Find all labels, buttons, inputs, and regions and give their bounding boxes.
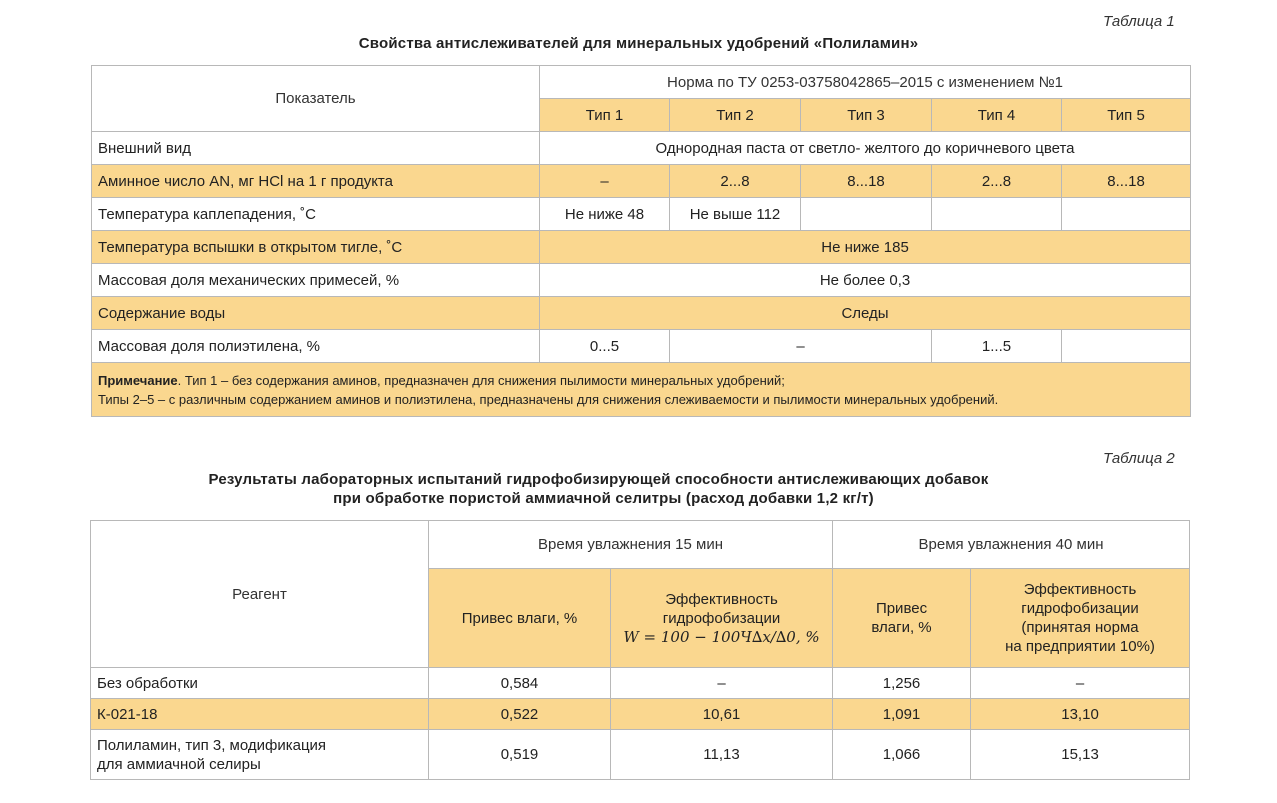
eff40-line1: Эффективность (1023, 581, 1137, 598)
table2-label: Таблица 2 (1103, 450, 1175, 467)
reagent-line2: для аммиачной селиры (97, 755, 261, 773)
cell-value: 2...8 (932, 165, 1062, 198)
cell-value: 0,584 (429, 668, 611, 699)
header-indicator: Показатель (92, 66, 540, 132)
cell-value: Не более 0,3 (540, 264, 1191, 297)
header-type-4: Тип 4 (932, 99, 1062, 132)
cell-value: 1,066 (833, 730, 971, 780)
eff40-line4: на предприятии 10%) (1005, 638, 1155, 655)
header-type-3: Тип 3 (801, 99, 932, 132)
cell-value (1062, 198, 1191, 231)
table1-label: Таблица 1 (1103, 13, 1175, 30)
cell-value: Не выше 112 (670, 198, 801, 231)
cell-value: 1,256 (833, 668, 971, 699)
table-row (92, 231, 1191, 264)
cell-value: – (670, 330, 932, 363)
gain40-line2: влаги, % (871, 619, 932, 636)
row-label: Содержание воды (92, 297, 540, 330)
table1-title: Свойства антислеживателей для минеральных удобрений «Полиламин» (358, 35, 919, 52)
eff15-line2: гидрофобизации (662, 609, 781, 627)
header-reagent: Реагент (91, 521, 429, 668)
eff40-line3: (принятая норма (1021, 619, 1139, 636)
table-row (92, 165, 1191, 198)
cell-value: 15,13 (971, 730, 1190, 780)
row-label: Массовая доля полиэтилена, % (92, 330, 540, 363)
table-row (91, 668, 1190, 699)
cell-value: 0,519 (429, 730, 611, 780)
cell-value: – (611, 668, 833, 699)
table-row (92, 264, 1191, 297)
note-line2: Типы 2–5 – с различным содержанием аминов и полиэтилена, предназначены для снижения слеживаемости и пылимости минеральных удобрений. (98, 391, 999, 407)
cell-value: – (971, 668, 1190, 699)
cell-value: 8...18 (801, 165, 932, 198)
cell-value: 10,61 (611, 699, 833, 730)
cell-value: 8...18 (1062, 165, 1191, 198)
eff15-line1: Эффективность (665, 590, 778, 608)
table-row (92, 132, 1191, 165)
row-label: Температура каплепадения, ˚С (92, 198, 540, 231)
cell-value: Следы (540, 297, 1191, 330)
row-label: Аминное число AN, мг HCl на 1 г продукта (92, 165, 540, 198)
cell-value: Однородная паста от светло- желтого до коричневого цвета (540, 132, 1191, 165)
header-time15: Время увлажнения 15 мин (429, 521, 833, 569)
note-bold: Примечание (98, 372, 178, 388)
row-label (91, 730, 429, 780)
cell-value: 2...8 (670, 165, 801, 198)
reagent-line1: Полиламин, тип 3, модификация (97, 736, 327, 754)
cell-value: 13,10 (971, 699, 1190, 730)
header-eff15 (611, 569, 833, 668)
row-label: Температура вспышки в открытом тигле, ˚С (92, 231, 540, 264)
cell-value (1062, 330, 1191, 363)
row-label: Массовая доля механических примесей, % (92, 264, 540, 297)
note-line1: . Тип 1 – без содержания аминов, предназначен для снижения пылимости минеральных удобрений; (177, 372, 785, 388)
row-label: К-021-18 (91, 699, 429, 730)
cell-value: – (540, 165, 670, 198)
cell-value: 1...5 (932, 330, 1062, 363)
table1-note (92, 363, 1191, 417)
header-gain15: Привес влаги, % (429, 569, 611, 668)
row-label: Без обработки (91, 668, 429, 699)
header-time40: Время увлажнения 40 мин (833, 521, 1190, 569)
header-eff40 (971, 569, 1190, 668)
cell-value: 0,522 (429, 699, 611, 730)
table2-title-line1: Результаты лабораторных испытаний гидрофобизирующей способности антислеживающих добавок (208, 471, 989, 488)
header-gain40 (833, 569, 971, 668)
cell-value: Не ниже 185 (540, 231, 1191, 264)
eff40-line2: гидрофобизации (1021, 600, 1139, 617)
row-label: Внешний вид (92, 132, 540, 165)
cell-value (801, 198, 932, 231)
table-row (92, 297, 1191, 330)
header-type-2: Тип 2 (670, 99, 801, 132)
cell-value: 11,13 (611, 730, 833, 780)
gain40-line1: Привес (875, 600, 928, 617)
cell-value: Не ниже 48 (540, 198, 670, 231)
table2-title-line2: при обработке пористой аммиачной селитры (расход добавки 1,2 кг/т) (333, 490, 874, 507)
table-row (92, 330, 1191, 363)
cell-value: 1,091 (833, 699, 971, 730)
header-type-5: Тип 5 (1062, 99, 1191, 132)
cell-value (932, 198, 1062, 231)
table-row (91, 699, 1190, 730)
table-row (92, 198, 1191, 231)
table2 (90, 520, 1190, 780)
eff15-formula: W = 100 − 100Ч∆x/∆0, % (623, 627, 820, 646)
header-norm: Норма по ТУ 0253-03758042865–2015 с изменением №1 (540, 66, 1191, 99)
header-type-1: Тип 1 (540, 99, 670, 132)
table-row (91, 730, 1190, 780)
table1 (91, 65, 1191, 417)
cell-value: 0...5 (540, 330, 670, 363)
